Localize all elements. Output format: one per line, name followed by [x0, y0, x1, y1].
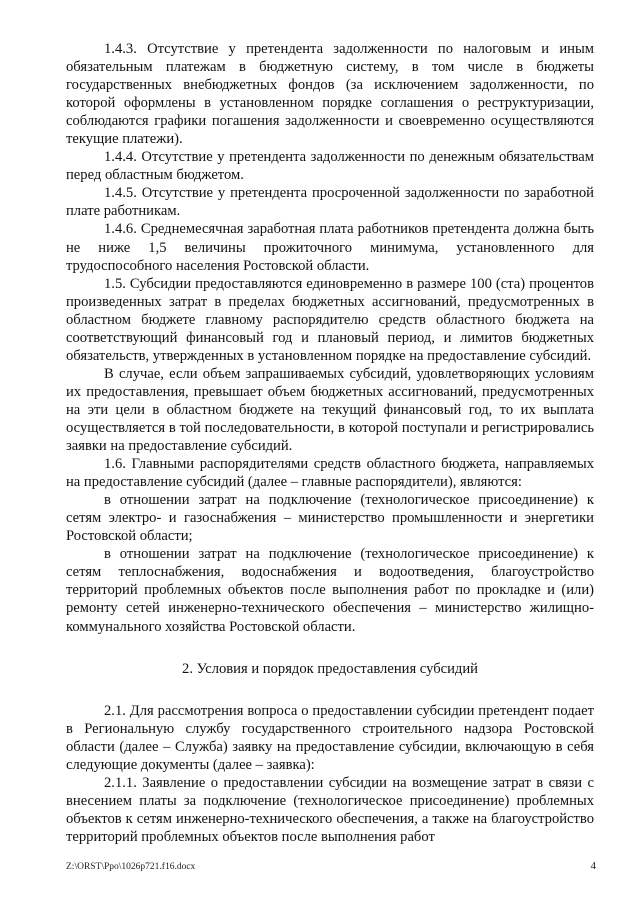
- footer-file-path: Z:\ORST\Ppo\1026p721.f16.docx: [66, 862, 196, 872]
- paragraph-2-1-1: 2.1.1. Заявление о предоставлении субсидии на возмещение затрат в связи с внесением платы за подключение (технологическое присоединение) проблемных объектов к сетям инженерно-технического обеспечения, а также на благоустройство территорий проблемных объектов после выполнения работ: [66, 774, 594, 845]
- section-heading: 2. Условия и порядок предоставления субсидий: [182, 660, 478, 677]
- paragraph-2-1: 2.1. Для рассмотрения вопроса о предоставлении субсидии претендент подает в Региональную службу государственного строительного надзора Ростовской области (далее – Служба) заявку на предоставление субсидии, включающую в себя следующие документы (далее – заявка):: [66, 702, 594, 773]
- footer-page-number: 4: [590, 860, 596, 872]
- paragraph-1-6: 1.6. Главными распорядителями средств областного бюджета, направляемых на предоставление субсидий (далее – главные распорядители), являются:: [66, 456, 594, 491]
- paragraph-1-6-item-2: в отношении затрат на подключение (технологическое присоединение) к сетям теплоснабжения, водоснабжения и водоотведения, благоустройство территорий проблемных объектов после выполнения работ по прокладке и (или) ремонту сетей инженерно-технического обеспечения – министерство жилищно-коммунального хозяйства Ростовской области.: [66, 546, 594, 635]
- paragraph-1-4-5: 1.4.5. Отсутствие у претендента просроченной задолженности по заработной плате работникам.: [66, 185, 594, 220]
- paragraph-1-4-3: 1.4.3. Отсутствие у претендента задолженности по налоговым и иным обязательным платежам в бюджетную систему, в том числе в бюджеты государственных внебюджетных фондов (за исключением задолженности, по которой оформлены в установленном порядке соглашения о реструктуризации, соблюдаются графики погашения задолженности и своевременно осуществляются текущие платежи).: [66, 41, 594, 148]
- paragraph-1-5-continued: В случае, если объем запрашиваемых субсидий, удовлетворяющих условиям их предоставления, превышает объем бюджетных ассигнований, предусмотренных на эти цели в областном бюджете на текущий финансовый год, то их выплата осуществляется в той последовательности, в которой поступали и регистрировались заявки на предоставление субсидий.: [66, 365, 594, 455]
- paragraph-1-4-4: 1.4.4. Отсутствие у претендента задолженности по денежным обязательствам перед областным бюджетом.: [66, 149, 594, 184]
- paragraph-1-4-6: 1.4.6. Среднемесячная заработная плата работников претендента должна быть не ниже 1,5 величины прожиточного минимума, установленного для трудоспособного населения Ростовской области.: [66, 221, 594, 274]
- document-body: [66, 40, 594, 846]
- paragraph-1-6-item-1: в отношении затрат на подключение (технологическое присоединение) к сетям электро- и газоснабжения – министерство промышленности и энергетики Ростовской области;: [66, 492, 594, 545]
- paragraph-1-5: 1.5. Субсидии предоставляются единовременно в размере 100 (ста) процентов произведенных затрат в пределах бюджетных ассигнований, предусмотренных в областном бюджете главному распорядителю средств областного бюджета на соответствующий финансовый год и плановый период, и лимитов бюджетных обязательств, утвержденных в установленном порядке на предоставление субсидий.: [66, 275, 594, 364]
